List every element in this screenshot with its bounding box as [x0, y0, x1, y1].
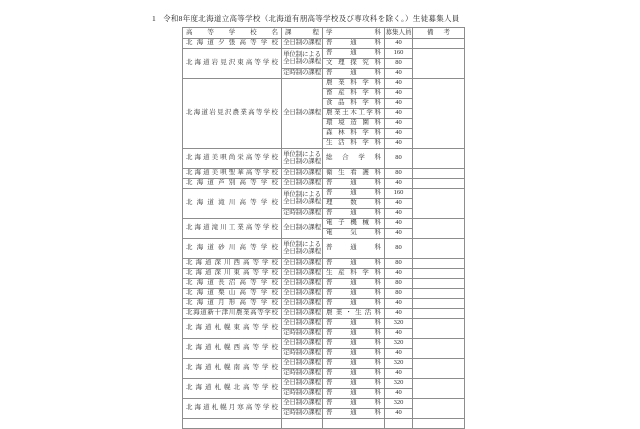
- capacity-cell: 320: [385, 379, 413, 389]
- course-cell: 全日制の課程: [282, 309, 323, 319]
- capacity-cell: 40: [385, 329, 413, 339]
- doc-title-number: 1: [152, 14, 157, 23]
- department-cell: 普 通 科: [323, 389, 385, 399]
- capacity-cell: 40: [385, 99, 413, 109]
- partial-clipped-row: [183, 419, 465, 429]
- capacity-cell: 40: [385, 89, 413, 99]
- doc-title-text: 令和8年度北海道立高等学校（北海道有朋高等学校及び専攻科を除く。）生徒募集人員: [163, 14, 460, 23]
- department-cell: 普 通 科: [323, 409, 385, 419]
- remark-cell: [413, 309, 465, 319]
- course-cell: 全日制の課程: [282, 179, 323, 189]
- doc-title: [152, 13, 460, 24]
- capacity-cell: 80: [385, 279, 413, 289]
- table-row: [183, 339, 465, 349]
- table-row: [183, 169, 465, 179]
- table-row: [183, 79, 465, 89]
- capacity-cell: 160: [385, 49, 413, 59]
- table-row: [183, 189, 465, 199]
- department-cell: 総 合 学 科: [323, 149, 385, 169]
- remark-cell: [413, 279, 465, 289]
- department-cell: 普 通 科: [323, 339, 385, 349]
- capacity-cell: 40: [385, 119, 413, 129]
- capacity-cell: 320: [385, 399, 413, 409]
- capacity-cell: 80: [385, 259, 413, 269]
- course-cell: 定時制の課程: [282, 409, 323, 419]
- school-name-cell: 北 海 道 美 唄 聖 華 高 等 学 校: [183, 169, 282, 179]
- table-row: [183, 39, 465, 49]
- capacity-cell: 80: [385, 149, 413, 169]
- department-cell: 農 業 科 学 科: [323, 79, 385, 89]
- department-cell: 普 通 科: [323, 349, 385, 359]
- department-cell: 普 通 科: [323, 289, 385, 299]
- school-name-cell: 北 海 道 新 十 津 川 農 業 高 等 学 校: [183, 309, 282, 319]
- remark-cell: [413, 49, 465, 79]
- school-name-cell: 北 海 道 栗 山 高 等 学 校: [183, 289, 282, 299]
- capacity-cell: 40: [385, 139, 413, 149]
- table-row: [183, 399, 465, 409]
- school-name-cell: 北 海 道 芦 別 高 等 学 校: [183, 179, 282, 189]
- empty-cell: [385, 419, 413, 429]
- course-cell: 全日制の課程: [282, 319, 323, 329]
- capacity-cell: 40: [385, 39, 413, 49]
- table-row: [183, 219, 465, 229]
- course-cell: 全日制の課程: [282, 79, 323, 149]
- department-cell: 農 業 土 木 工 学 科: [323, 109, 385, 119]
- capacity-cell: 40: [385, 109, 413, 119]
- header-department: 学 科: [323, 28, 385, 39]
- department-cell: 生 産 科 学 科: [323, 269, 385, 279]
- department-cell: 普 通 科: [323, 259, 385, 269]
- school-name-cell: 北 海 道 札 幌 月 寒 高 等 学 校: [183, 399, 282, 419]
- department-cell: 普 通 科: [323, 49, 385, 59]
- department-cell: 普 通 科: [323, 369, 385, 379]
- course-cell: 全日制の課程: [282, 339, 323, 349]
- department-cell: 文 理 探 究 科: [323, 59, 385, 69]
- department-cell: 普 通 科: [323, 239, 385, 259]
- department-cell: 食 品 科 学 科: [323, 99, 385, 109]
- remark-cell: [413, 299, 465, 309]
- header-remark: 備 考: [413, 28, 465, 39]
- department-cell: 普 通 科: [323, 179, 385, 189]
- course-cell: 単位制による 全日制の課程: [282, 149, 323, 169]
- department-cell: 普 通 科: [323, 299, 385, 309]
- capacity-cell: 40: [385, 219, 413, 229]
- school-name-cell: 北 海 道 深 川 東 高 等 学 校: [183, 269, 282, 279]
- department-cell: 普 通 科: [323, 279, 385, 289]
- school-name-cell: 北 海 道 深 川 西 高 等 学 校: [183, 259, 282, 269]
- department-cell: 電 気 科: [323, 229, 385, 239]
- department-cell: 普 通 科: [323, 399, 385, 409]
- capacity-cell: 40: [385, 299, 413, 309]
- department-cell: 理 数 科: [323, 199, 385, 209]
- header-course: 課 程: [282, 28, 323, 39]
- course-cell: 全日制の課程: [282, 299, 323, 309]
- empty-cell: [413, 419, 465, 429]
- remark-cell: [413, 149, 465, 169]
- department-cell: 普 通 科: [323, 359, 385, 369]
- school-name-cell: 北 海 道 滝 川 高 等 学 校: [183, 189, 282, 219]
- table-row: [183, 259, 465, 269]
- school-name-cell: 北 海 道 夕 張 高 等 学 校: [183, 39, 282, 49]
- table-row: [183, 319, 465, 329]
- course-cell: 全日制の課程: [282, 269, 323, 279]
- capacity-cell: 40: [385, 79, 413, 89]
- capacity-cell: 40: [385, 229, 413, 239]
- remark-cell: [413, 339, 465, 359]
- capacity-cell: 40: [385, 179, 413, 189]
- course-cell: 全日制の課程: [282, 379, 323, 389]
- remark-cell: [413, 319, 465, 339]
- table-row: [183, 309, 465, 319]
- department-cell: 普 通 科: [323, 319, 385, 329]
- remark-cell: [413, 239, 465, 259]
- empty-cell: [183, 419, 282, 429]
- capacity-cell: 80: [385, 59, 413, 69]
- course-cell: 全日制の課程: [282, 399, 323, 409]
- course-cell: 全日制の課程: [282, 289, 323, 299]
- capacity-cell: 320: [385, 339, 413, 349]
- capacity-cell: 80: [385, 289, 413, 299]
- remark-cell: [413, 289, 465, 299]
- school-name-cell: 北 海 道 岩 見 沢 農 業 高 等 学 校: [183, 79, 282, 149]
- table-row: [183, 239, 465, 259]
- capacity-cell: 40: [385, 209, 413, 219]
- capacity-cell: 80: [385, 239, 413, 259]
- remark-cell: [413, 179, 465, 189]
- remark-cell: [413, 379, 465, 399]
- empty-cell: [323, 419, 385, 429]
- school-name-cell: 北 海 道 美 唄 尚 栄 高 等 学 校: [183, 149, 282, 169]
- capacity-cell: 320: [385, 319, 413, 329]
- course-cell: 全日制の課程: [282, 359, 323, 369]
- table-row: [183, 269, 465, 279]
- course-cell: 単位制による 全日制の課程: [282, 49, 323, 69]
- remark-cell: [413, 39, 465, 49]
- course-cell: 定時制の課程: [282, 369, 323, 379]
- department-cell: 普 通 科: [323, 189, 385, 199]
- course-cell: 全日制の課程: [282, 279, 323, 289]
- department-cell: 農 業 ・ 生 活 科: [323, 309, 385, 319]
- table-row: [183, 289, 465, 299]
- empty-cell: [282, 419, 323, 429]
- header-capacity: 募集人員: [385, 28, 413, 39]
- table-header-row: [183, 28, 465, 39]
- table-row: [183, 379, 465, 389]
- school-name-cell: 北 海 道 札 幌 北 高 等 学 校: [183, 379, 282, 399]
- table-row: [183, 149, 465, 169]
- capacity-cell: 40: [385, 349, 413, 359]
- remark-cell: [413, 169, 465, 179]
- school-name-cell: 北 海 道 滝 川 工 業 高 等 学 校: [183, 219, 282, 239]
- remark-cell: [413, 259, 465, 269]
- course-cell: 単位制による 全日制の課程: [282, 189, 323, 209]
- capacity-cell: 40: [385, 269, 413, 279]
- capacity-cell: 40: [385, 129, 413, 139]
- school-name-cell: 北 海 道 月 形 高 等 学 校: [183, 299, 282, 309]
- course-cell: 定時制の課程: [282, 69, 323, 79]
- capacity-cell: 320: [385, 359, 413, 369]
- capacity-cell: 40: [385, 409, 413, 419]
- course-cell: 全日制の課程: [282, 169, 323, 179]
- department-cell: 電 子 機 械 科: [323, 219, 385, 229]
- department-cell: 森 林 科 学 科: [323, 129, 385, 139]
- department-cell: 生 活 科 学 科: [323, 139, 385, 149]
- course-cell: 全日制の課程: [282, 39, 323, 49]
- capacity-cell: 80: [385, 169, 413, 179]
- header-school-name: 高 等 学 校 名: [183, 28, 282, 39]
- department-cell: 畜 産 科 学 科: [323, 89, 385, 99]
- table-row: [183, 299, 465, 309]
- school-name-cell: 北 海 道 長 沼 高 等 学 校: [183, 279, 282, 289]
- school-name-cell: 北 海 道 札 幌 西 高 等 学 校: [183, 339, 282, 359]
- school-name-cell: 北 海 道 札 幌 南 高 等 学 校: [183, 359, 282, 379]
- table-row: [183, 179, 465, 189]
- course-cell: 単位制による 全日制の課程: [282, 239, 323, 259]
- course-cell: 定時制の課程: [282, 209, 323, 219]
- remark-cell: [413, 219, 465, 239]
- capacity-cell: 40: [385, 199, 413, 209]
- department-cell: 普 通 科: [323, 39, 385, 49]
- remark-cell: [413, 359, 465, 379]
- capacity-cell: 160: [385, 189, 413, 199]
- table-row: [183, 49, 465, 59]
- school-name-cell: 北 海 道 岩 見 沢 東 高 等 学 校: [183, 49, 282, 79]
- remark-cell: [413, 269, 465, 279]
- capacity-cell: 40: [385, 69, 413, 79]
- department-cell: 普 通 科: [323, 379, 385, 389]
- table-row: [183, 279, 465, 289]
- table-row: [183, 359, 465, 369]
- course-cell: 全日制の課程: [282, 259, 323, 269]
- remark-cell: [413, 189, 465, 219]
- department-cell: 衛 生 看 護 科: [323, 169, 385, 179]
- recruitment-table: [182, 27, 465, 429]
- school-name-cell: 北 海 道 札 幌 東 高 等 学 校: [183, 319, 282, 339]
- course-cell: 定時制の課程: [282, 329, 323, 339]
- remark-cell: [413, 399, 465, 419]
- capacity-cell: 40: [385, 389, 413, 399]
- department-cell: 普 通 科: [323, 69, 385, 79]
- course-cell: 定時制の課程: [282, 349, 323, 359]
- capacity-cell: 40: [385, 309, 413, 319]
- remark-cell: [413, 79, 465, 149]
- department-cell: 普 通 科: [323, 209, 385, 219]
- course-cell: 全日制の課程: [282, 219, 323, 239]
- school-name-cell: 北 海 道 砂 川 高 等 学 校: [183, 239, 282, 259]
- department-cell: 普 通 科: [323, 329, 385, 339]
- course-cell: 定時制の課程: [282, 389, 323, 399]
- department-cell: 環 境 造 園 科: [323, 119, 385, 129]
- capacity-cell: 40: [385, 369, 413, 379]
